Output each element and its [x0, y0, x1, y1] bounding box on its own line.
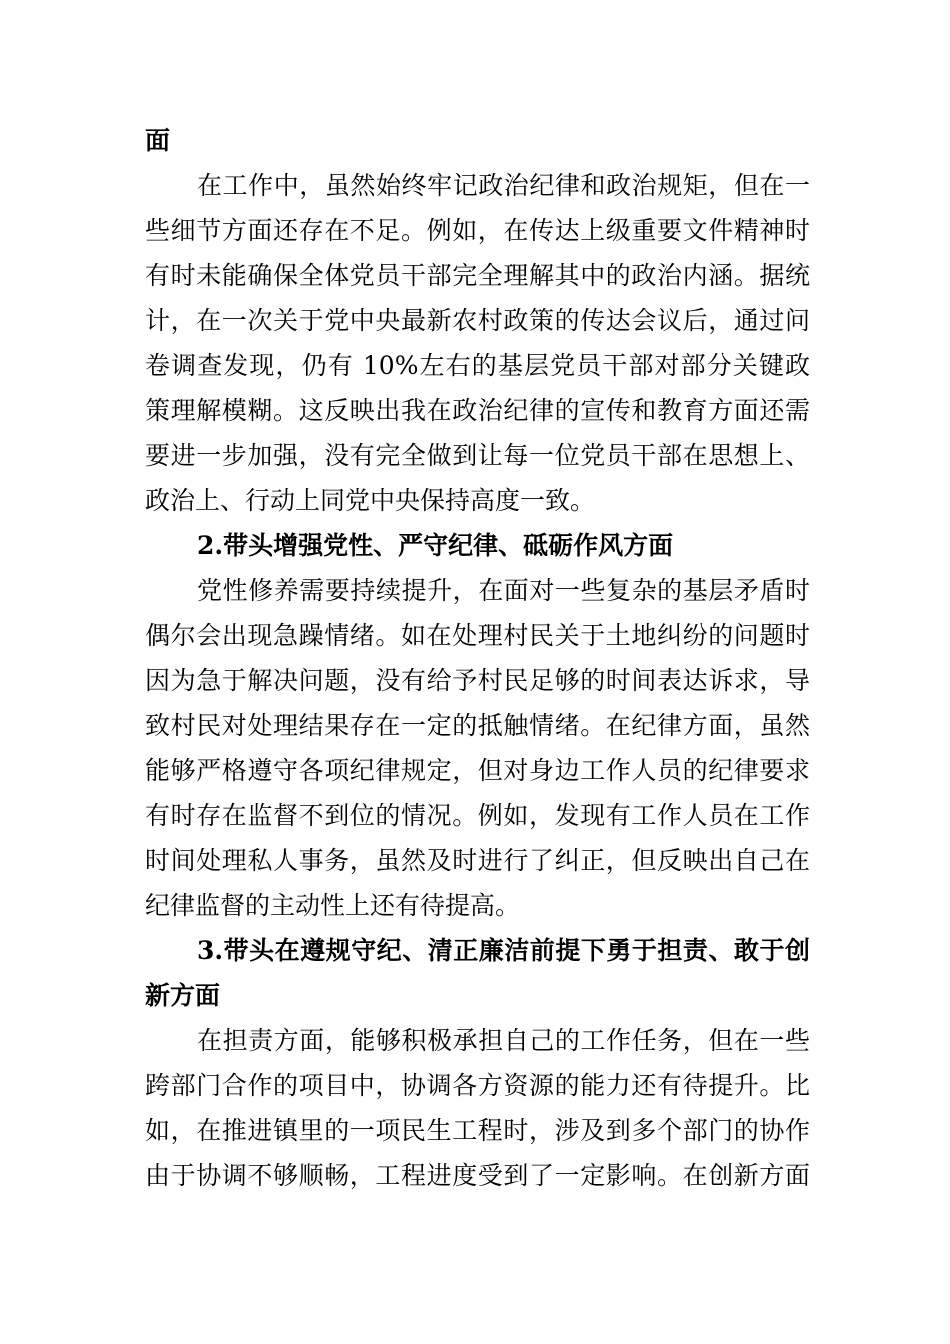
paragraph-line: 致村民对处理结果存在一定的抵触情绪。在纪律方面，虽然 — [145, 711, 810, 740]
paragraph-line: 跨部门合作的项目中，协调各方资源的能力还有待提升。比 — [145, 1071, 810, 1100]
paragraph-line: 纪律监督的主动性上还有待提高。 — [145, 891, 521, 920]
paragraph-line: 如，在推进镇里的一项民生工程时，涉及到多个部门的协作 — [145, 1116, 810, 1145]
section-heading: 2.带头增强党性、严守纪律、砥砺作风方面 — [197, 531, 674, 560]
paragraph-line: 由于协调不够顺畅，工程进度受到了一定影响。在创新方面 — [145, 1161, 810, 1190]
paragraph-line: 党性修养需要持续提升，在面对一些复杂的基层矛盾时 — [197, 576, 810, 605]
paragraph-line: 因为急于解决问题，没有给予村民足够的时间表达诉求，导 — [145, 666, 810, 695]
paragraph-line: 有时未能确保全体党员干部完全理解其中的政治内涵。据统 — [145, 261, 810, 290]
section-heading-continuation: 新方面 — [145, 981, 221, 1010]
paragraph-line: 些细节方面还存在不足。例如，在传达上级重要文件精神时 — [145, 216, 810, 245]
paragraph-line: 时间处理私人事务，虽然及时进行了纠正，但反映出自己在 — [145, 846, 810, 875]
paragraph-line: 有时存在监督不到位的情况。例如，发现有工作人员在工作 — [145, 801, 810, 830]
paragraph-line: 要进一步加强，没有完全做到让每一位党员干部在思想上、 — [145, 441, 810, 470]
section-heading: 3.带头在遵规守纪、清正廉洁前提下勇于担责、敢于创 — [197, 936, 810, 965]
paragraph-line: 在工作中，虽然始终牢记政治纪律和政治规矩，但在一 — [197, 171, 810, 200]
heading-continuation: 面 — [145, 126, 171, 155]
paragraph-line: 偶尔会出现急躁情绪。如在处理村民关于土地纠纷的问题时 — [145, 621, 810, 650]
paragraph-line: 政治上、行动上同党中央保持高度一致。 — [145, 486, 596, 515]
paragraph-line: 能够严格遵守各项纪律规定，但对身边工作人员的纪律要求 — [145, 756, 810, 785]
paragraph-line: 计，在一次关于党中央最新农村政策的传达会议后，通过问 — [145, 306, 810, 335]
paragraph-line: 策理解模糊。这反映出我在政治纪律的宣传和教育方面还需 — [145, 396, 810, 425]
paragraph-line: 在担责方面，能够积极承担自己的工作任务，但在一些 — [197, 1026, 810, 1055]
paragraph-line: 卷调查发现，仍有 10%左右的基层党员干部对部分关键政 — [145, 351, 810, 380]
